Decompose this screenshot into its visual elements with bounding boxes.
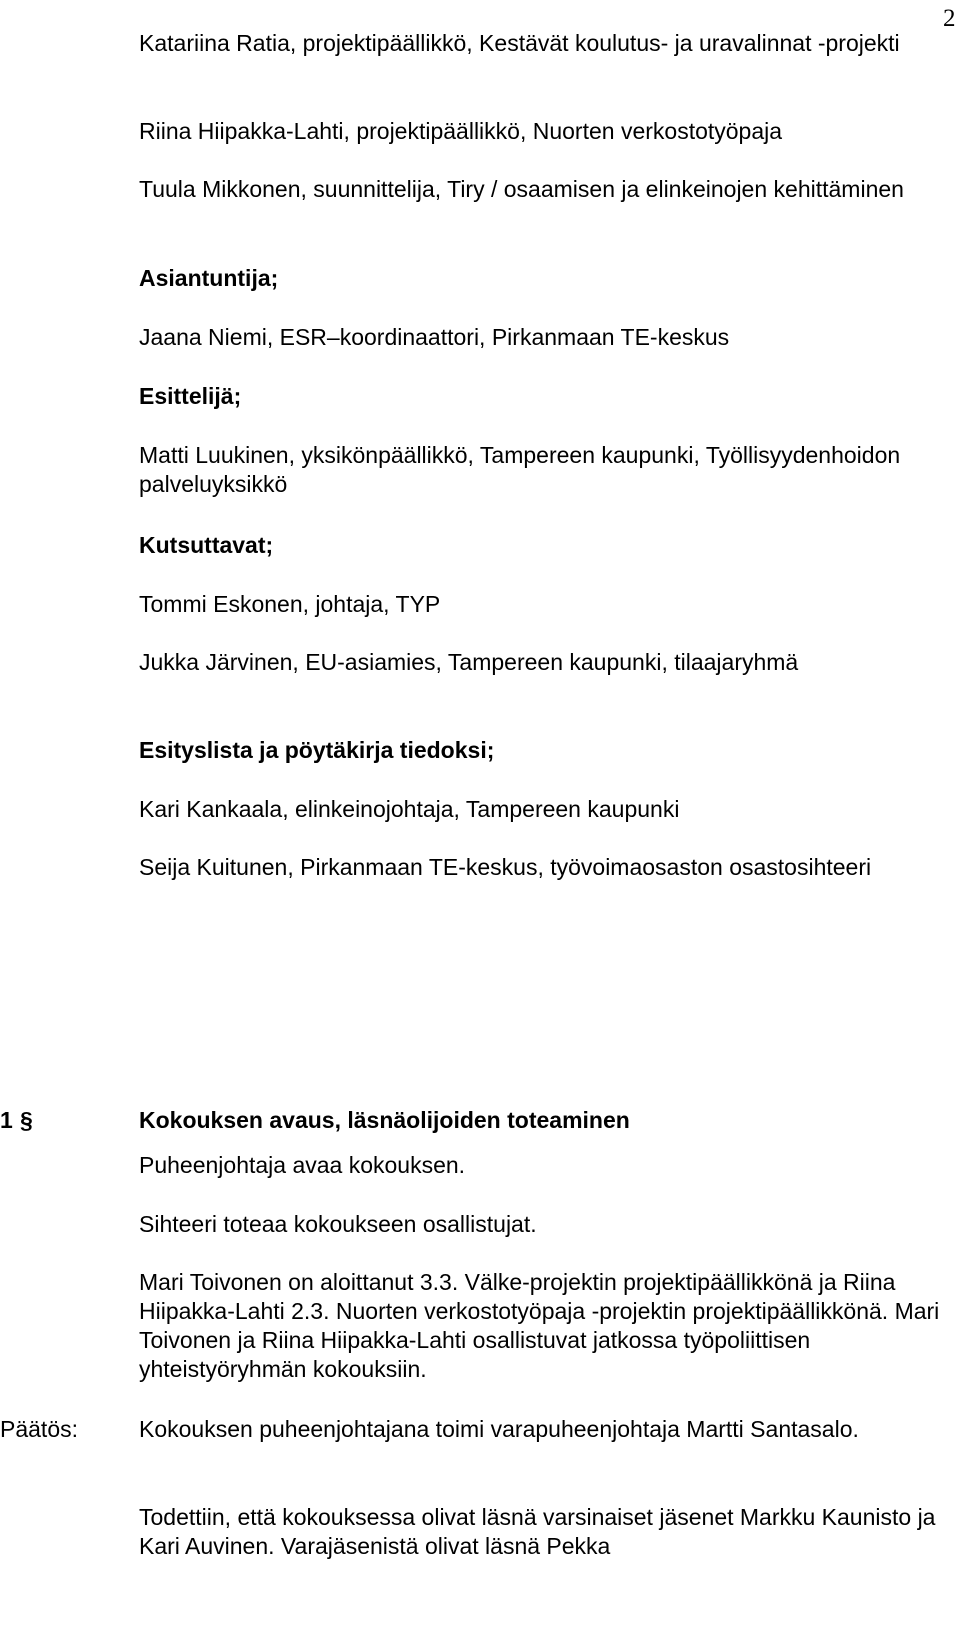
section-para-new-managers: Mari Toivonen on aloittanut 3.3. Välke-projektin projektipäällikkönä ja Riina Hiipakka-Lahti 2.3. Nuorten verkostotyöpaja -projektin projektipäällikkönä. Mari Toivonen ja Riina Hiipakka-Lahti osallistuvat jatkossa työpoliittisen yhteistyöryhmän kokouksiin. [139, 1269, 940, 1382]
expert-name: Jaana Niemi, ESR–koordinaattori, Pirkanmaan TE-keskus [139, 324, 730, 350]
section-title: Kokouksen avaus, läsnäolijoiden toteaminen [139, 1107, 630, 1133]
decision-chair: Kokouksen puheenjohtajana toimi varapuheenjohtaja Martti Santasalo. [139, 1416, 859, 1442]
expert-heading: Asiantuntija; [139, 265, 279, 291]
participant-ratia: Katariina Ratia, projektipäällikkö, Kestävät koulutus- ja uravalinnat -projekti [139, 30, 900, 56]
section-para-attendance: Sihteeri toteaa kokoukseen osallistujat. [139, 1211, 537, 1237]
presenter-heading: Esittelijä; [139, 383, 242, 409]
decision-attendees: Todettiin, että kokouksessa olivat läsnä varsinaiset jäsenet Markku Kaunisto ja Kari Auvinen. Varajäsenistä olivat läsnä Pekka [139, 1504, 936, 1559]
agenda-kuitunen: Seija Kuitunen, Pirkanmaan TE-keskus, työvoimaosaston osastosihteeri [139, 854, 872, 880]
agenda-heading: Esityslista ja pöytäkirja tiedoksi; [139, 737, 495, 763]
invited-jarvinen: Jukka Järvinen, EU-asiamies, Tampereen kaupunki, tilaajaryhmä [139, 649, 799, 675]
presenter-name: Matti Luukinen, yksikönpäällikkö, Tampereen kaupunki, Työllisyydenhoidon palveluyksikkö [139, 442, 901, 497]
invited-eskonen: Tommi Eskonen, johtaja, TYP [139, 591, 441, 617]
agenda-kankaala: Kari Kankaala, elinkeinojohtaja, Tampereen kaupunki [139, 796, 680, 822]
participant-mikkonen: Tuula Mikkonen, suunnittelija, Tiry / osaamisen ja elinkeinojen kehittäminen [139, 176, 904, 202]
section-number: 1 [0, 1107, 13, 1133]
section-sign: § [20, 1107, 33, 1133]
participant-hiipakka-lahti: Riina Hiipakka-Lahti, projektipäällikkö, Nuorten verkostotyöpaja [139, 118, 783, 144]
page-number: 2 [943, 5, 956, 32]
invited-heading: Kutsuttavat; [139, 532, 274, 558]
section-para-opening: Puheenjohtaja avaa kokouksen. [139, 1152, 466, 1178]
decision-label: Päätös: [0, 1416, 78, 1442]
